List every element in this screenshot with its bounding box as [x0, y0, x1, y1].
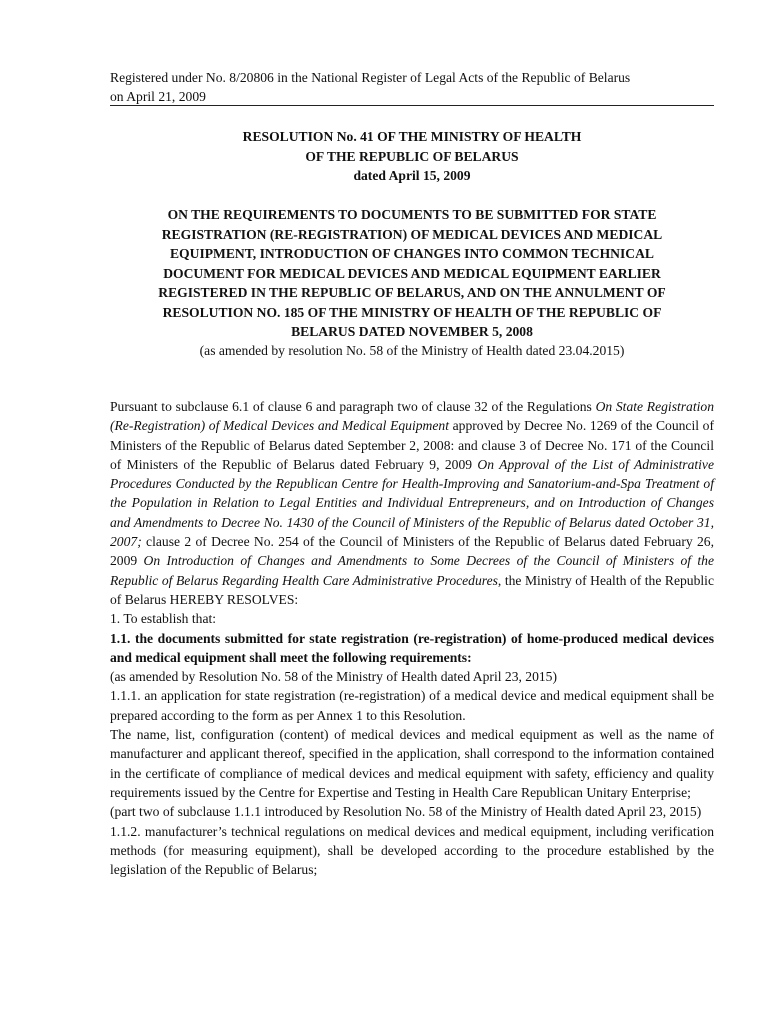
preamble-italic-1: On State Registration (Re-Registration) of Medical Devices and Medical Equipment	[110, 399, 714, 434]
subject-line: REGISTRATION (RE-REGISTRATION) OF MEDICAL DEVICES AND MEDICAL	[161, 226, 663, 242]
preamble-text-1: Pursuant to subclause 6.1 of clause 6 and paragraph two of clause 32 of the Regulations	[110, 399, 596, 414]
subject-amendment-note: (as amended by resolution No. 58 of the Ministry of Health dated 23.04.2015)	[199, 343, 625, 358]
registration-line-1: Registered under No. 8/20806 in the National Register of Legal Acts of the Republic of Belarus	[110, 70, 631, 85]
subject-line: EQUIPMENT, INTRODUCTION OF CHANGES INTO COMMON TECHNICAL	[169, 246, 654, 261]
preamble-text-2: approved by Decree No. 1269 of the Council of Ministers of the Republic of Belarus dated September 2, 2008: and clause 3 of Decree No. 171 of the Council of Ministers of the Republic of Belarus dated February 9, 2009	[110, 418, 714, 472]
clause-1-1-1: 1.1.1. an application for state registration (re-registration) of a medical device and medical equipment shall be prepared according to the form as per Annex 1 to this Resolution.	[110, 688, 714, 723]
subject-line: ON THE REQUIREMENTS TO DOCUMENTS TO BE SUBMITTED FOR STATE	[167, 207, 657, 222]
registration-line-2: on April 21, 2009	[110, 89, 206, 104]
subject-line: BELARUS DATED NOVEMBER 5, 2008	[291, 324, 533, 339]
subject-line: REGISTERED IN THE REPUBLIC OF BELARUS, AND ON THE ANNULMENT OF	[158, 285, 666, 300]
preamble-text-3: clause 2 of Decree No. 254 of the Council of Ministers of the Republic of Belarus dated February 26, 2009	[110, 534, 714, 569]
preamble-paragraph	[110, 397, 714, 609]
subject-line: RESOLUTION NO. 185 OF THE MINISTRY OF HEALTH OF THE REPUBLIC OF	[162, 304, 662, 320]
title-line-2: OF THE REPUBLIC OF BELARUS	[305, 148, 519, 164]
document-body	[110, 397, 714, 879]
resolution-subject	[104, 205, 720, 342]
header-divider	[110, 105, 714, 106]
title-date: dated April 15, 2009	[353, 168, 471, 183]
clause-1-1-amendment: (as amended by Resolution No. 58 of the Ministry of Health dated April 23, 2015)	[110, 669, 558, 685]
clause-1: 1. To establish that:	[110, 611, 217, 627]
subject-line: DOCUMENT FOR MEDICAL DEVICES AND MEDICAL EQUIPMENT EARLIER	[163, 265, 661, 281]
registration-note	[110, 68, 714, 106]
clause-1-1-1-part-two: The name, list, configuration (content) of medical devices and medical equipment as well as the name of manufacturer and applicant thereof, specified in the application, shall correspond to the information contained in the certificate of compliance of medical devices and medical equipment with safety, efficiency and quality requirements issued by the Centre for Expertise and Testing in Health Care Republican Unitary Enterprise;	[110, 727, 714, 800]
resolution-title	[104, 127, 720, 186]
preamble-italic-3: On Introduction of Changes and Amendments to Some Decrees of the Council of Ministers of the Republic of Belarus Regarding Health Care Administrative Procedures	[110, 553, 715, 588]
clause-1-1-1-amendment: (part two of subclause 1.1.1 introduced by Resolution No. 58 of the Ministry of Health dated April 23, 2015)	[110, 804, 702, 820]
preamble-text-4: , the Ministry of Health of the Republic of Belarus HEREBY RESOLVES:	[110, 572, 714, 607]
preamble-italic-2: On Approval of the List of Administrative Procedures Conducted by the Republican Centre for Health-Improving and Sanatorium-and-Spa Treatment of the Population in Relation to Legal Entities and Individual Entrepreneurs, and on Introduction of Changes and Amendments to Decree No. 1430 of the Council of Ministers of the Republic of Belarus dated October 31, 2007;	[110, 456, 715, 550]
clause-1-1-2: 1.1.2. manufacturer’s technical regulations on medical devices and medical equipment, including verification methods (for measuring equipment), shall be developed according to the procedure established by the legislation of the Republic of Belarus;	[110, 823, 714, 878]
title-line-1: RESOLUTION No. 41 OF THE MINISTRY OF HEALTH	[242, 129, 582, 144]
clause-1-1: 1.1. the documents submitted for state registration (re-registration) of home-produced medical devices and medical equipment shall meet the following requirements:	[110, 630, 714, 665]
